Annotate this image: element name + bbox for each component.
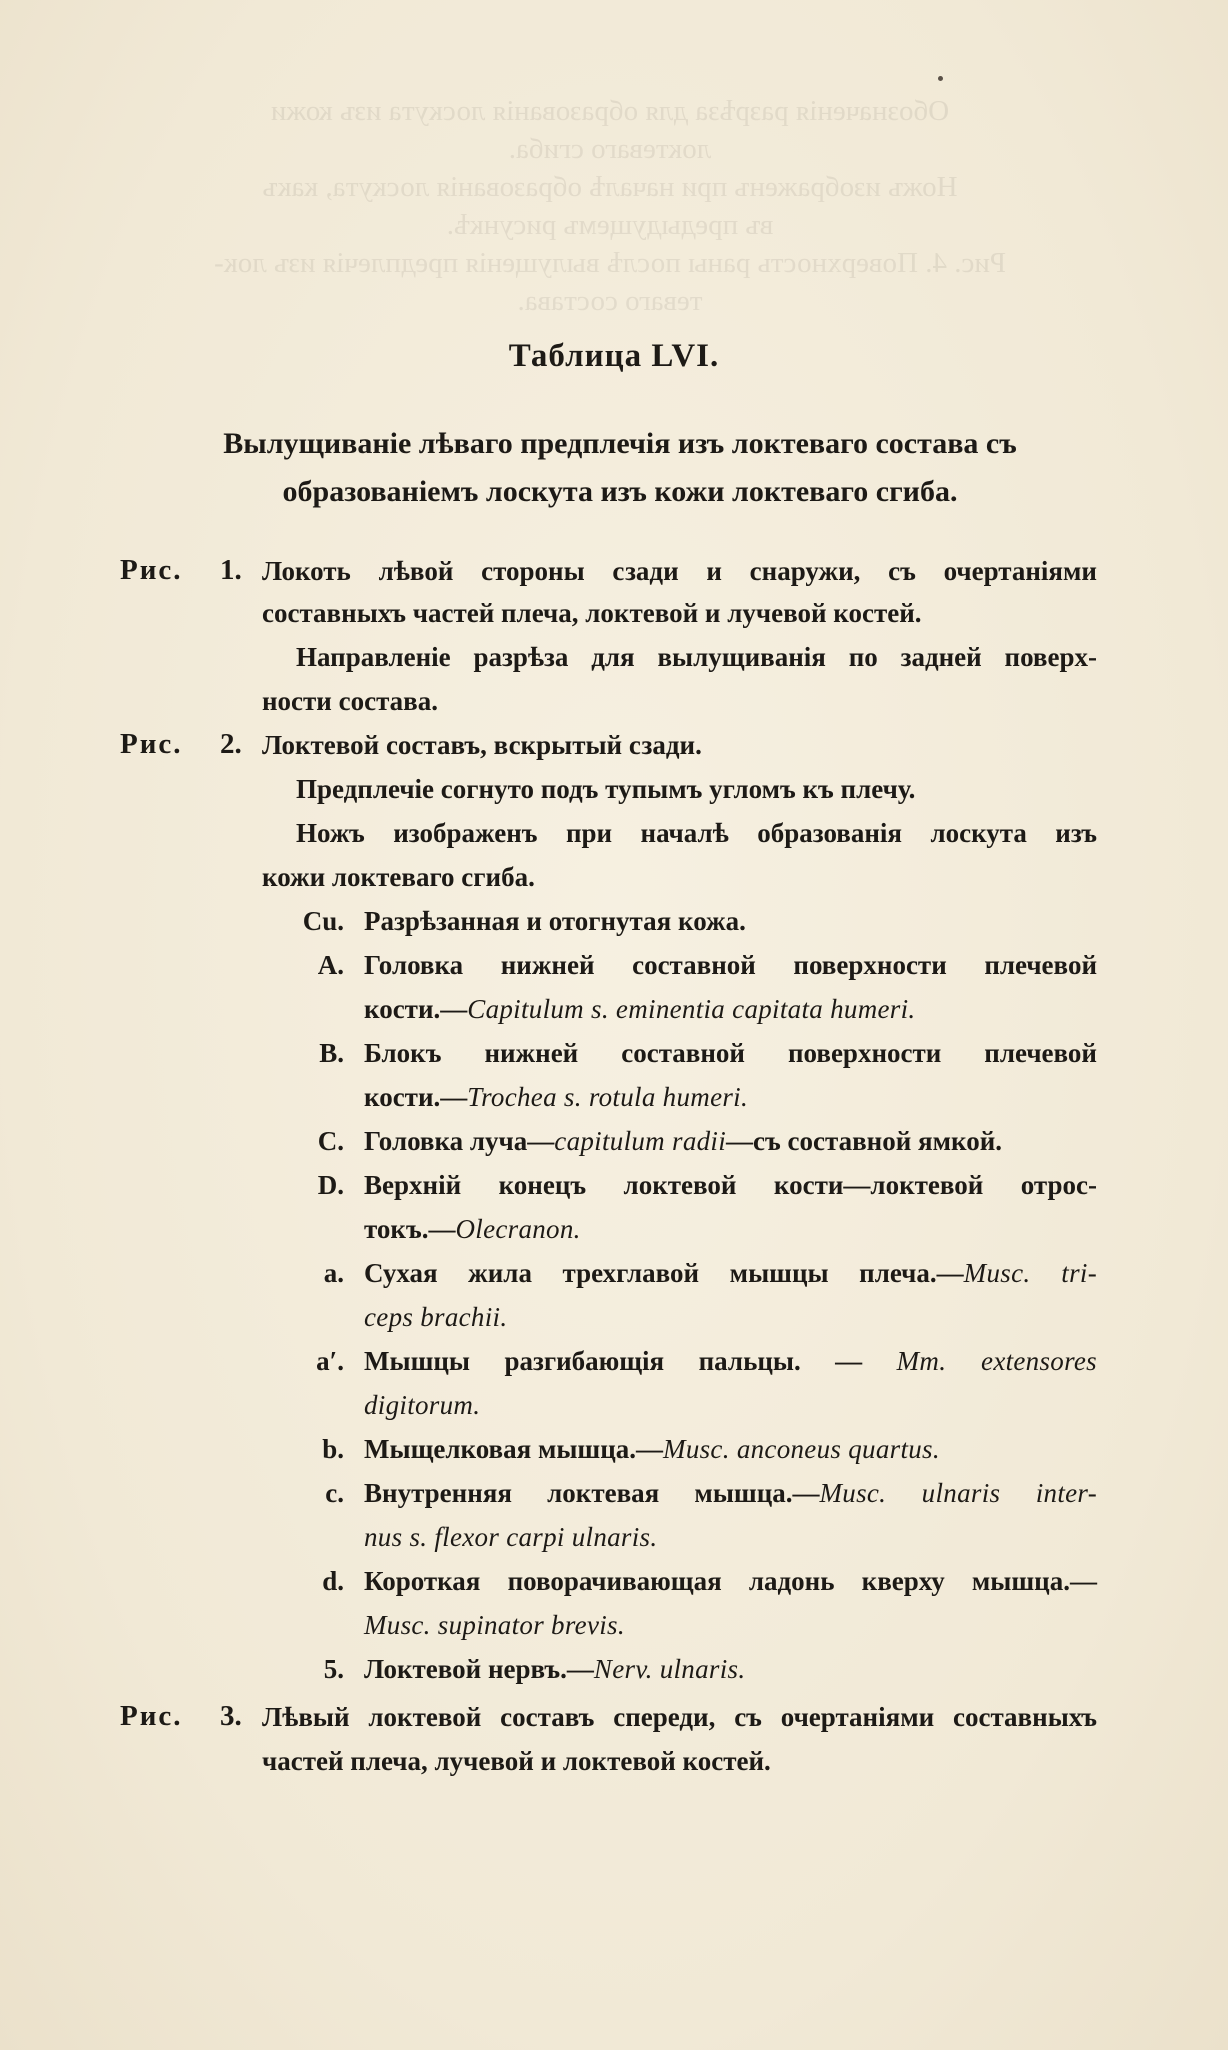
legend-mark: D. bbox=[317, 1170, 344, 1200]
fig-1-label: Рис. bbox=[120, 554, 183, 586]
section-heading bbox=[140, 420, 1100, 516]
legend-text bbox=[364, 1082, 748, 1113]
latin-term: Nerv. ulnaris. bbox=[593, 1654, 746, 1684]
bleed-line: Ножъ изображенъ при началѣ образованія лоскута, какъ bbox=[262, 171, 958, 203]
legend-text-part: кости.— bbox=[364, 994, 468, 1024]
legend-mark: C. bbox=[317, 1126, 344, 1156]
latin-term: Trochea s. rotula humeri. bbox=[467, 1082, 749, 1112]
fig-3-number: 3. bbox=[220, 1700, 242, 1732]
legend-text bbox=[364, 1478, 1097, 1509]
latin-term: Musc. tri- bbox=[963, 1258, 1097, 1288]
legend-text-part: Мыщелковая мышца.— bbox=[364, 1434, 664, 1464]
legend-text: Разрѣзанная и отогнутая кожа. bbox=[364, 906, 746, 936]
legend-mark: 5. bbox=[323, 1654, 344, 1684]
legend-text-part: кости.— bbox=[364, 1082, 468, 1112]
latin-term: capitulum radii bbox=[554, 1126, 727, 1156]
latin-term: ceps brachii. bbox=[364, 1302, 508, 1332]
heading-line-1: Вылущиваніе лѣваго предплечія изъ локтеваго состава съ bbox=[223, 427, 1017, 460]
legend-mark: Cu. bbox=[302, 906, 344, 936]
ink-dot bbox=[938, 76, 943, 81]
fig-3-line-2: частей плеча, лучевой и локтевой костей. bbox=[262, 1746, 771, 1776]
legend-text: Верхній конецъ локтевой кости—локтевой отрос- bbox=[364, 1170, 1097, 1200]
legend-text-part: —съ составной ямкой. bbox=[726, 1126, 1003, 1156]
legend-text bbox=[364, 1390, 480, 1421]
heading-line-2: образованіемъ лоскута изъ кожи локтеваго сгиба. bbox=[282, 475, 958, 508]
fig-2-line-2: Предплечіе согнуто подъ тупымъ угломъ къ плечу. bbox=[296, 774, 916, 804]
legend-text bbox=[364, 1346, 1097, 1377]
legend-text bbox=[364, 1302, 507, 1333]
fig-1-line-2: составныхъ частей плеча, локтевой и лучевой костей. bbox=[262, 598, 922, 628]
legend-text bbox=[364, 1522, 657, 1553]
fig-1-number: 1. bbox=[220, 554, 242, 586]
legend-mark: b. bbox=[322, 1434, 344, 1464]
legend-text bbox=[364, 994, 915, 1025]
fig-1-line-3: Направленіе разрѣза для вылущиванія по задней поверх- bbox=[296, 642, 1097, 672]
legend-text: Головка нижней составной поверхности плечевой bbox=[364, 950, 1097, 980]
legend-text bbox=[364, 1214, 581, 1245]
legend-text bbox=[364, 1434, 940, 1465]
latin-term: Musc. ulnaris inter- bbox=[819, 1478, 1097, 1508]
fig-1-line-1: Локоть лѣвой стороны сзади и снаружи, съ очертаніями bbox=[262, 556, 1097, 586]
legend-mark: d. bbox=[322, 1566, 344, 1596]
fig-3-line-1: Лѣвый локтевой составъ спереди, съ очертаніями составныхъ bbox=[262, 1702, 1097, 1732]
legend-text bbox=[364, 1258, 1097, 1289]
bleed-line: въ предыдущемъ рисункѣ. bbox=[446, 209, 774, 241]
latin-term: Musc. supinator brevis. bbox=[364, 1610, 625, 1640]
legend-mark: a. bbox=[323, 1258, 344, 1288]
legend-mark: B. bbox=[319, 1038, 344, 1068]
fig-1-line-4: ности состава. bbox=[262, 686, 439, 716]
legend-text-part: Внутренняя локтевая мышца.— bbox=[364, 1478, 820, 1508]
fig-2-line-1: Локтевой составъ, вскрытый сзади. bbox=[262, 730, 702, 760]
legend-text: Блокъ нижней составной поверхности плечевой bbox=[364, 1038, 1097, 1068]
latin-term: Capitulum s. eminentia capitata humeri. bbox=[467, 994, 916, 1024]
bleed-line: локтеваго сгиба. bbox=[508, 133, 712, 165]
legend-mark: A. bbox=[317, 950, 344, 980]
bleed-line: Рис. 4. Поверхность раны послѣ вылущенія предплечія изъ лок- bbox=[214, 247, 1006, 279]
legend-text-part: Сухая жила трехглавой мышцы плеча.— bbox=[364, 1258, 964, 1288]
fig-2-line-3: Ножъ изображенъ при началѣ образованія лоскута изъ bbox=[296, 818, 1097, 848]
latin-term: digitorum. bbox=[364, 1390, 481, 1420]
legend-mark: a′. bbox=[316, 1346, 344, 1376]
legend-text bbox=[364, 1126, 1002, 1157]
legend-text-part: Локтевой нервъ.— bbox=[364, 1654, 594, 1684]
legend-text-part: токъ.— bbox=[364, 1214, 456, 1244]
latin-term: Olecranon. bbox=[455, 1214, 581, 1244]
latin-term: nus s. flexor carpi ulnaris. bbox=[364, 1522, 658, 1552]
fig-2-number: 2. bbox=[220, 728, 242, 760]
fig-2-line-4: кожи локтеваго сгиба. bbox=[262, 862, 535, 892]
show-through-text bbox=[110, 92, 1110, 320]
legend-text-part: Головка луча— bbox=[364, 1126, 555, 1156]
page-title: Таблица LVI. bbox=[508, 338, 720, 374]
legend-text-part: Мышцы разгибающія пальцы. — bbox=[364, 1346, 897, 1376]
legend-text bbox=[364, 1654, 745, 1685]
latin-term: Musc. anconeus quartus. bbox=[663, 1434, 940, 1464]
legend-mark: c. bbox=[325, 1478, 344, 1508]
bleed-line: теваго состава. bbox=[517, 285, 703, 317]
fig-2-label: Рис. bbox=[120, 728, 183, 760]
fig-3-label: Рис. bbox=[120, 1700, 183, 1732]
bleed-line: Обозначенія разрѣза для образованія лоскута изъ кожи bbox=[270, 95, 950, 127]
legend-text: Короткая поворачивающая ладонь кверху мышца.— bbox=[364, 1566, 1097, 1596]
legend-text bbox=[364, 1610, 625, 1641]
latin-term: Mm. extensores bbox=[896, 1346, 1097, 1376]
